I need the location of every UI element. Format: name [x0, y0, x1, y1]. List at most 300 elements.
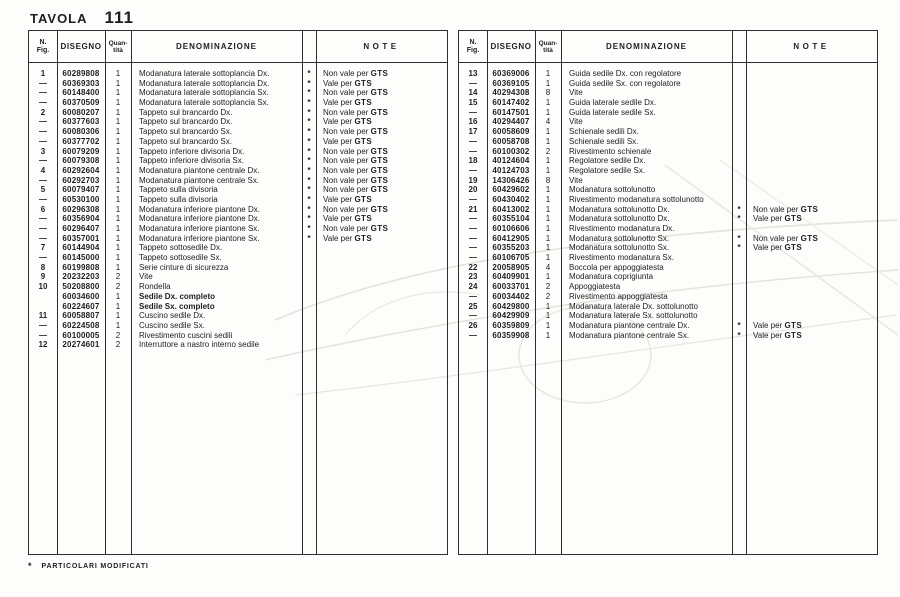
cell-star: [732, 156, 746, 166]
cell-den: Modanatura inferiore piantone Sx.: [139, 224, 260, 233]
cell-den: Modanatura piantone centrale Sx.: [569, 330, 690, 340]
cell-note: [746, 253, 877, 263]
cell-star: [732, 263, 746, 273]
cell-qty: 2: [545, 282, 551, 292]
table-row: [29, 321, 447, 331]
cell-disegno: 60369006: [492, 69, 530, 78]
cell-fig: 17: [468, 127, 478, 137]
cell-note: Non vale per GTS: [323, 185, 389, 195]
header-disegno: DISEGNO: [60, 42, 102, 51]
cell-star: [732, 69, 746, 79]
table-row: [459, 272, 877, 282]
cell-star: *: [307, 136, 311, 146]
cell-star: *: [307, 224, 311, 233]
cell-den: Vite: [139, 272, 153, 282]
cell-star: *: [737, 204, 741, 214]
cell-note: [746, 108, 877, 118]
cell-note: Non vale per GTS: [323, 204, 389, 214]
cell-note: [746, 176, 877, 186]
cell-star: *: [307, 156, 311, 166]
cell-fig: 5: [40, 185, 46, 195]
cell-note: [316, 292, 447, 302]
cell-qty: 1: [545, 156, 551, 166]
cell-fig: —: [469, 194, 477, 204]
table-row: [29, 185, 447, 195]
cell-disegno: 60224607: [62, 301, 100, 311]
cell-disegno: 60369303: [62, 78, 100, 88]
cell-qty: 1: [115, 194, 121, 204]
cell-note: Non vale per GTS: [323, 156, 389, 166]
cell-den: Vite: [569, 88, 583, 98]
table-row: [29, 205, 447, 215]
parts-table-right: [458, 30, 878, 555]
cell-den: Rivestimento appoggiatesta: [569, 291, 668, 301]
cell-disegno: 60370509: [62, 98, 100, 108]
table-row: [29, 214, 447, 224]
cell-fig: 16: [468, 117, 478, 127]
cell-disegno: 60359908: [492, 330, 530, 340]
cell-disegno: 20274601: [62, 340, 100, 350]
cell-disegno: 60413002: [492, 204, 530, 214]
cell-fig: —: [469, 165, 477, 175]
cell-den: Guida laterale sedile Dx.: [569, 98, 657, 108]
column-divider: [732, 31, 733, 554]
cell-den: Rivestimento schienale: [569, 146, 652, 156]
cell-disegno: 60079308: [62, 156, 100, 166]
cell-note: [746, 302, 877, 312]
cell-disegno: 60199808: [62, 262, 100, 272]
cell-den: Tappeto inferiore divisoria Sx.: [139, 156, 244, 166]
header-note: NOTE: [363, 42, 400, 51]
cell-fig: 13: [468, 69, 478, 78]
cell-star: *: [307, 185, 311, 195]
table-row: [459, 263, 877, 273]
cell-den: Interruttore a nastro interno sedile: [139, 340, 260, 350]
table-row: [29, 127, 447, 137]
cell-fig: —: [39, 175, 47, 185]
cell-star: [732, 137, 746, 147]
cell-fig: —: [469, 146, 477, 156]
cell-fig: —: [469, 253, 477, 263]
table-row: [29, 292, 447, 302]
parts-table-left: [28, 30, 448, 555]
cell-den: Modanatura sottolunotto: [569, 185, 656, 195]
cell-note: Vale per GTS: [323, 214, 373, 224]
cell-note: Vale per GTS: [323, 98, 373, 108]
cell-den: Modanatura laterale Dx. sottolunotto: [569, 301, 698, 311]
cell-star: [302, 292, 316, 302]
cell-den: Tappeto sottosedile Sx.: [139, 253, 222, 263]
cell-star: *: [737, 320, 741, 330]
table-row: [29, 137, 447, 147]
cell-star: *: [307, 204, 311, 214]
cell-den: Modanatura laterale sottoplancia Dx.: [139, 69, 270, 78]
cell-star: *: [307, 117, 311, 127]
cell-qty: 1: [545, 214, 551, 224]
cell-star: [732, 117, 746, 127]
table-row: [29, 331, 447, 341]
cell-disegno: 60058708: [492, 136, 530, 146]
cell-disegno: 60296407: [62, 224, 100, 233]
cell-star: [732, 311, 746, 321]
cell-fig: —: [469, 136, 477, 146]
cell-disegno: 60080306: [62, 127, 100, 137]
cell-disegno: 60355203: [492, 243, 530, 253]
cell-star: *: [737, 243, 741, 253]
footnote-text: PARTICOLARI MODIFICATI: [41, 562, 149, 570]
cell-disegno: 60145000: [62, 253, 100, 263]
cell-qty: 2: [115, 330, 121, 340]
table-row: [459, 253, 877, 263]
cell-qty: 4: [545, 117, 551, 127]
cell-qty: 1: [545, 233, 551, 243]
cell-star: *: [737, 330, 741, 340]
cell-den: Modanatura piantone centrale Sx.: [139, 175, 260, 185]
cell-den: Tappeto sulla divisoria: [139, 194, 218, 204]
table-row: [459, 147, 877, 157]
table-row: [29, 311, 447, 321]
cell-star: [302, 243, 316, 253]
cell-disegno: 60369105: [492, 78, 530, 88]
cell-qty: 1: [545, 194, 551, 204]
cell-qty: 1: [115, 98, 121, 108]
cell-fig: —: [39, 127, 47, 137]
cell-disegno: 60430402: [492, 194, 530, 204]
cell-fig: —: [469, 233, 477, 243]
cell-qty: 1: [115, 127, 121, 137]
cell-den: Modanatura inferiore piantone Dx.: [139, 204, 260, 214]
table-row: [29, 69, 447, 79]
cell-fig: —: [469, 311, 477, 321]
table-row: [459, 176, 877, 186]
cell-note: Non vale per GTS: [323, 165, 389, 175]
cell-disegno: 60100302: [492, 146, 530, 156]
cell-disegno: 60356904: [62, 214, 100, 224]
table-row: [29, 166, 447, 176]
cell-fig: 22: [468, 262, 478, 272]
cell-qty: 1: [115, 136, 121, 146]
cell-fig: —: [39, 117, 47, 127]
cell-disegno: 60106606: [492, 224, 530, 233]
cell-star: *: [307, 194, 311, 204]
cell-qty: 1: [545, 204, 551, 214]
cell-den: Sedile Sx. completo: [139, 301, 215, 311]
column-divider: [302, 31, 303, 554]
cell-fig: —: [39, 224, 47, 233]
cell-fig: 7: [40, 243, 46, 253]
cell-fig: [29, 292, 57, 302]
cell-note: Non vale per GTS: [323, 127, 389, 137]
cell-fig: —: [39, 88, 47, 98]
cell-disegno: 60359809: [492, 320, 530, 330]
cell-qty: 1: [115, 320, 121, 330]
cell-den: Regolatore sedile Dx.: [569, 156, 646, 166]
cell-note: Non vale per GTS: [753, 204, 819, 214]
cell-star: [732, 302, 746, 312]
cell-qty: 1: [115, 185, 121, 195]
cell-disegno: 60079209: [62, 146, 100, 156]
cell-qty: 1: [115, 69, 121, 78]
table-row: [29, 224, 447, 234]
cell-disegno: 60429909: [492, 311, 530, 321]
table-row: [459, 214, 877, 224]
cell-note: Non vale per GTS: [323, 175, 389, 185]
cell-den: Modanatura laterale Sx. sottolunotto: [569, 311, 698, 321]
cell-fig: —: [469, 243, 477, 253]
cell-note: [316, 272, 447, 282]
cell-star: [732, 98, 746, 108]
table-row: [459, 98, 877, 108]
cell-fig: —: [39, 78, 47, 88]
cell-note: Non vale per GTS: [323, 69, 389, 78]
cell-note: [316, 340, 447, 350]
table-header: [459, 31, 877, 63]
cell-note: [746, 311, 877, 321]
cell-disegno: 20232203: [62, 272, 100, 282]
cell-star: *: [307, 78, 311, 88]
cell-fig: 15: [468, 98, 478, 108]
cell-qty: 1: [545, 253, 551, 263]
cell-disegno: 60224508: [62, 320, 100, 330]
cell-fig: —: [39, 98, 47, 108]
cell-den: Vite: [569, 117, 583, 127]
cell-disegno: 60106705: [492, 253, 530, 263]
table-row: [459, 195, 877, 205]
cell-disegno: 60377603: [62, 117, 100, 127]
cell-note: [746, 147, 877, 157]
cell-star: *: [307, 146, 311, 156]
table-row: [29, 79, 447, 89]
cell-fig: 25: [468, 301, 478, 311]
table-row: [29, 243, 447, 253]
table-row: [29, 117, 447, 127]
cell-fig: 18: [468, 156, 478, 166]
cell-den: Modanatura laterale sottoplancia Dx.: [139, 78, 270, 88]
cell-star: [732, 282, 746, 292]
cell-den: Regolatore sedile Sx.: [569, 165, 646, 175]
cell-qty: 1: [545, 243, 551, 253]
cell-disegno: 60034402: [492, 291, 530, 301]
cell-note: Vale per GTS: [323, 194, 373, 204]
cell-note: [746, 195, 877, 205]
cell-fig: 1: [40, 69, 46, 78]
header-note: NOTE: [793, 42, 830, 51]
cell-note: [746, 185, 877, 195]
table-row: [459, 331, 877, 341]
table-row: [459, 88, 877, 98]
cell-star: [732, 253, 746, 263]
header-quantita: Quan- tità: [108, 39, 128, 54]
cell-den: Rivestimento cuscini sedili: [139, 330, 233, 340]
cell-disegno: 60080207: [62, 107, 100, 117]
cell-qty: 1: [115, 88, 121, 98]
cell-qty: 2: [545, 146, 551, 156]
cell-den: Schienale sedili Sx.: [569, 136, 639, 146]
cell-den: Guida sedile Sx. con regolatore: [569, 78, 681, 88]
table-row: [29, 88, 447, 98]
cell-star: [732, 147, 746, 157]
cell-fig: 6: [40, 204, 46, 214]
cell-star: [732, 176, 746, 186]
header-disegno: DISEGNO: [490, 42, 532, 51]
cell-den: Tappeto sul brancardo Sx.: [139, 127, 232, 137]
cell-den: Rivestimento modanatura Dx.: [569, 224, 675, 233]
cell-disegno: 60289808: [62, 69, 100, 78]
table-row: [459, 185, 877, 195]
table-row: [459, 224, 877, 234]
cell-disegno: 60033701: [492, 282, 530, 292]
cell-qty: 1: [115, 165, 121, 175]
cell-note: [316, 331, 447, 341]
cell-star: [302, 263, 316, 273]
cell-fig: —: [39, 320, 47, 330]
cell-den: Modanatura laterale sottoplancia Sx.: [139, 98, 269, 108]
cell-fig: —: [39, 330, 47, 340]
cell-qty: 1: [115, 175, 121, 185]
cell-star: [302, 253, 316, 263]
cell-fig: 19: [468, 175, 478, 185]
cell-den: Modanatura laterale sottoplancia Sx.: [139, 88, 269, 98]
header-denominazione: DENOMINAZIONE: [176, 42, 257, 51]
table-body: [459, 63, 877, 340]
cell-den: Tappeto sulla divisoria: [139, 185, 218, 195]
cell-den: Boccola per appoggiatesta: [569, 262, 664, 272]
cell-star: [302, 340, 316, 350]
cell-qty: 1: [115, 78, 121, 88]
cell-den: Tappeto sul brancardo Sx.: [139, 136, 232, 146]
cell-note: Non vale per GTS: [323, 224, 389, 233]
cell-qty: 1: [545, 185, 551, 195]
cell-star: [302, 311, 316, 321]
cell-disegno: 60058807: [62, 311, 100, 321]
cell-qty: 1: [115, 243, 121, 253]
cell-star: *: [307, 107, 311, 117]
cell-fig: —: [39, 253, 47, 263]
cell-fig: 10: [38, 282, 48, 292]
cell-disegno: 60292604: [62, 165, 100, 175]
table-row: [459, 321, 877, 331]
table-row: [29, 195, 447, 205]
cell-disegno: 60147501: [492, 107, 530, 117]
cell-qty: 1: [115, 214, 121, 224]
cell-fig: 20: [468, 185, 478, 195]
cell-fig: —: [39, 233, 47, 243]
cell-star: [732, 108, 746, 118]
cell-star: [732, 292, 746, 302]
tavola-label: TAVOLA: [30, 11, 88, 26]
cell-note: [746, 272, 877, 282]
cell-den: Rondella: [139, 282, 171, 292]
cell-star: *: [307, 233, 311, 243]
header-fig: N. Fig.: [466, 38, 480, 54]
header-denominazione: DENOMINAZIONE: [606, 42, 687, 51]
cell-qty: 1: [545, 301, 551, 311]
cell-qty: 2: [115, 340, 121, 350]
cell-den: Tappeto inferiore divisoria Dx.: [139, 146, 245, 156]
cell-qty: 1: [115, 107, 121, 117]
cell-fig: 11: [38, 311, 48, 321]
cell-qty: 1: [115, 224, 121, 233]
cell-qty: 1: [545, 272, 551, 282]
cell-note: Non vale per GTS: [323, 88, 389, 98]
cell-note: [746, 117, 877, 127]
cell-qty: 1: [115, 204, 121, 214]
cell-qty: 2: [545, 291, 551, 301]
cell-qty: 1: [545, 165, 551, 175]
cell-disegno: 60034600: [62, 291, 100, 301]
cell-den: Serie cinture di sicurezza: [139, 262, 229, 272]
table-row: [29, 282, 447, 292]
cell-qty: 1: [115, 117, 121, 127]
cell-star: [302, 272, 316, 282]
cell-den: Tappeto sul brancardo Dx.: [139, 107, 233, 117]
cell-disegno: 60429800: [492, 301, 530, 311]
cell-disegno: 60144904: [62, 243, 100, 253]
cell-qty: 2: [115, 272, 121, 282]
cell-disegno: 60296308: [62, 204, 100, 214]
cell-fig: [29, 302, 57, 312]
cell-disegno: 60429602: [492, 185, 530, 195]
cell-note: [316, 243, 447, 253]
cell-qty: 1: [115, 253, 121, 263]
column-divider: [561, 31, 562, 554]
column-divider: [316, 31, 317, 554]
cell-star: [732, 224, 746, 234]
cell-note: Vale per GTS: [753, 243, 803, 253]
table-row: [459, 166, 877, 176]
cell-den: Appoggiatesta: [569, 282, 621, 292]
cell-qty: 1: [545, 320, 551, 330]
cell-qty: 1: [115, 146, 121, 156]
cell-star: [732, 127, 746, 137]
cell-star: *: [307, 165, 311, 175]
cell-fig: —: [39, 214, 47, 224]
cell-disegno: 40124703: [492, 165, 530, 175]
cell-note: [746, 98, 877, 108]
cell-star: [732, 195, 746, 205]
table-row: [459, 79, 877, 89]
cell-note: Vale per GTS: [323, 117, 373, 127]
column-divider: [535, 31, 536, 554]
cell-fig: —: [469, 214, 477, 224]
cell-note: [316, 263, 447, 273]
asterisk-marker: *: [28, 561, 32, 571]
cell-fig: —: [39, 136, 47, 146]
cell-fig: —: [469, 78, 477, 88]
cell-star: *: [307, 88, 311, 98]
cell-den: Modanatura coprigiunta: [569, 272, 654, 282]
cell-qty: 8: [545, 88, 551, 98]
cell-star: *: [307, 127, 311, 137]
cell-qty: 1: [115, 301, 121, 311]
cell-disegno: 60100005: [62, 330, 100, 340]
cell-star: [302, 331, 316, 341]
cell-fig: 4: [40, 165, 46, 175]
column-divider: [487, 31, 488, 554]
cell-disegno: 14306426: [492, 175, 530, 185]
cell-den: Sedile Dx. completo: [139, 291, 216, 301]
cell-qty: 4: [545, 262, 551, 272]
cell-qty: 1: [115, 262, 121, 272]
header-fig: N. Fig.: [36, 38, 50, 54]
cell-den: Vite: [569, 175, 583, 185]
cell-star: [302, 282, 316, 292]
cell-den: Cuscino sedile Dx.: [139, 311, 206, 321]
table-body: [29, 63, 447, 350]
cell-fig: 2: [40, 107, 46, 117]
table-row: [459, 302, 877, 312]
cell-qty: 1: [545, 311, 551, 321]
